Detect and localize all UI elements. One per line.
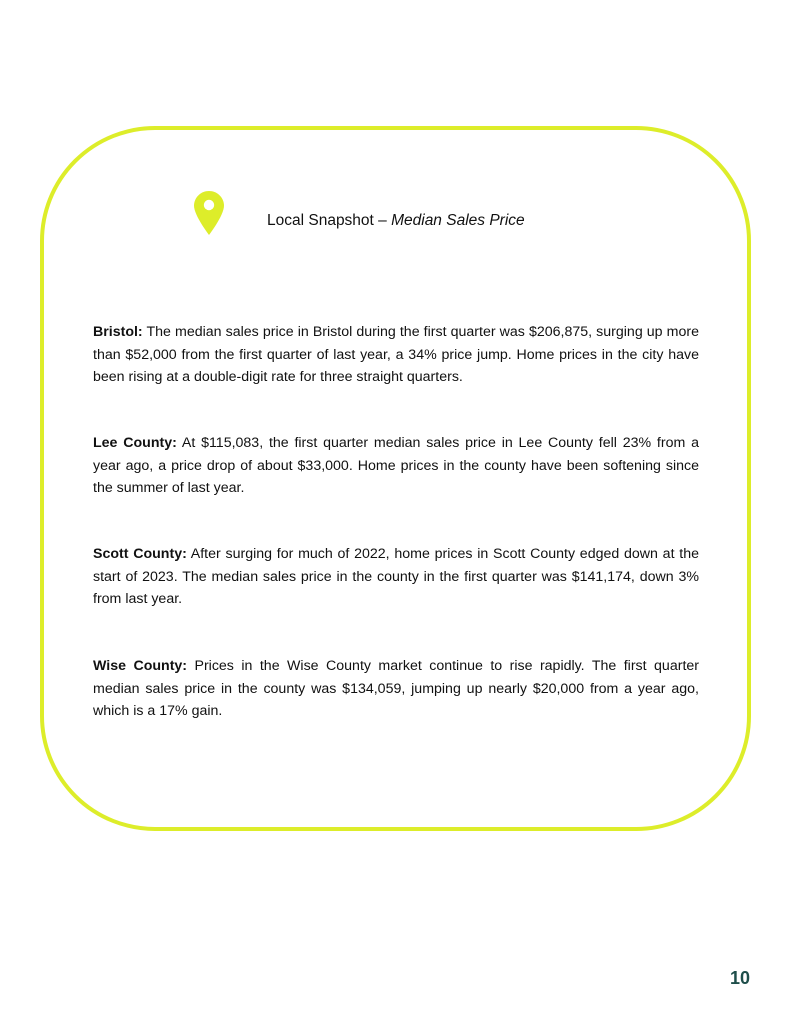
section-text: At $115,083, the first quarter median sales price in Lee County fell 23% from a year ago, a price drop of about $33,000. Home prices in the county have been softening since the summer of last year. (93, 435, 699, 496)
section-lee-county (93, 432, 699, 500)
section-wise-county (93, 655, 699, 723)
map-pin-icon (193, 190, 225, 236)
section-bristol (93, 321, 699, 389)
section-text: Prices in the Wise County market continue to rise rapidly. The first quarter median sales price in the county was $134,059, jumping up nearly $20,000 from a year ago, which is a 17% gain. (93, 658, 699, 719)
section-label: Bristol: (93, 324, 143, 340)
page-number: 10 (729, 968, 750, 988)
title-prefix: Local Snapshot – (267, 212, 392, 229)
section-label: Lee County: (93, 435, 177, 451)
section-label: Wise County: (93, 658, 188, 674)
section-text: The median sales price in Bristol during the first quarter was $206,875, surging up more than $52,000 from the first quarter of last year, a 34% price jump. Home prices in the city have been rising at a double-digit rate for three straight quarters. (93, 324, 699, 385)
section-scott-county (93, 543, 699, 611)
page-title (267, 211, 525, 231)
title-italic: Median Sales Price (391, 212, 525, 229)
section-label: Scott County: (93, 546, 187, 562)
section-text: After surging for much of 2022, home prices in Scott County edged down at the start of 2023. The median sales price in the county in the first quarter was $141,174, down 3% from last year. (93, 546, 699, 607)
